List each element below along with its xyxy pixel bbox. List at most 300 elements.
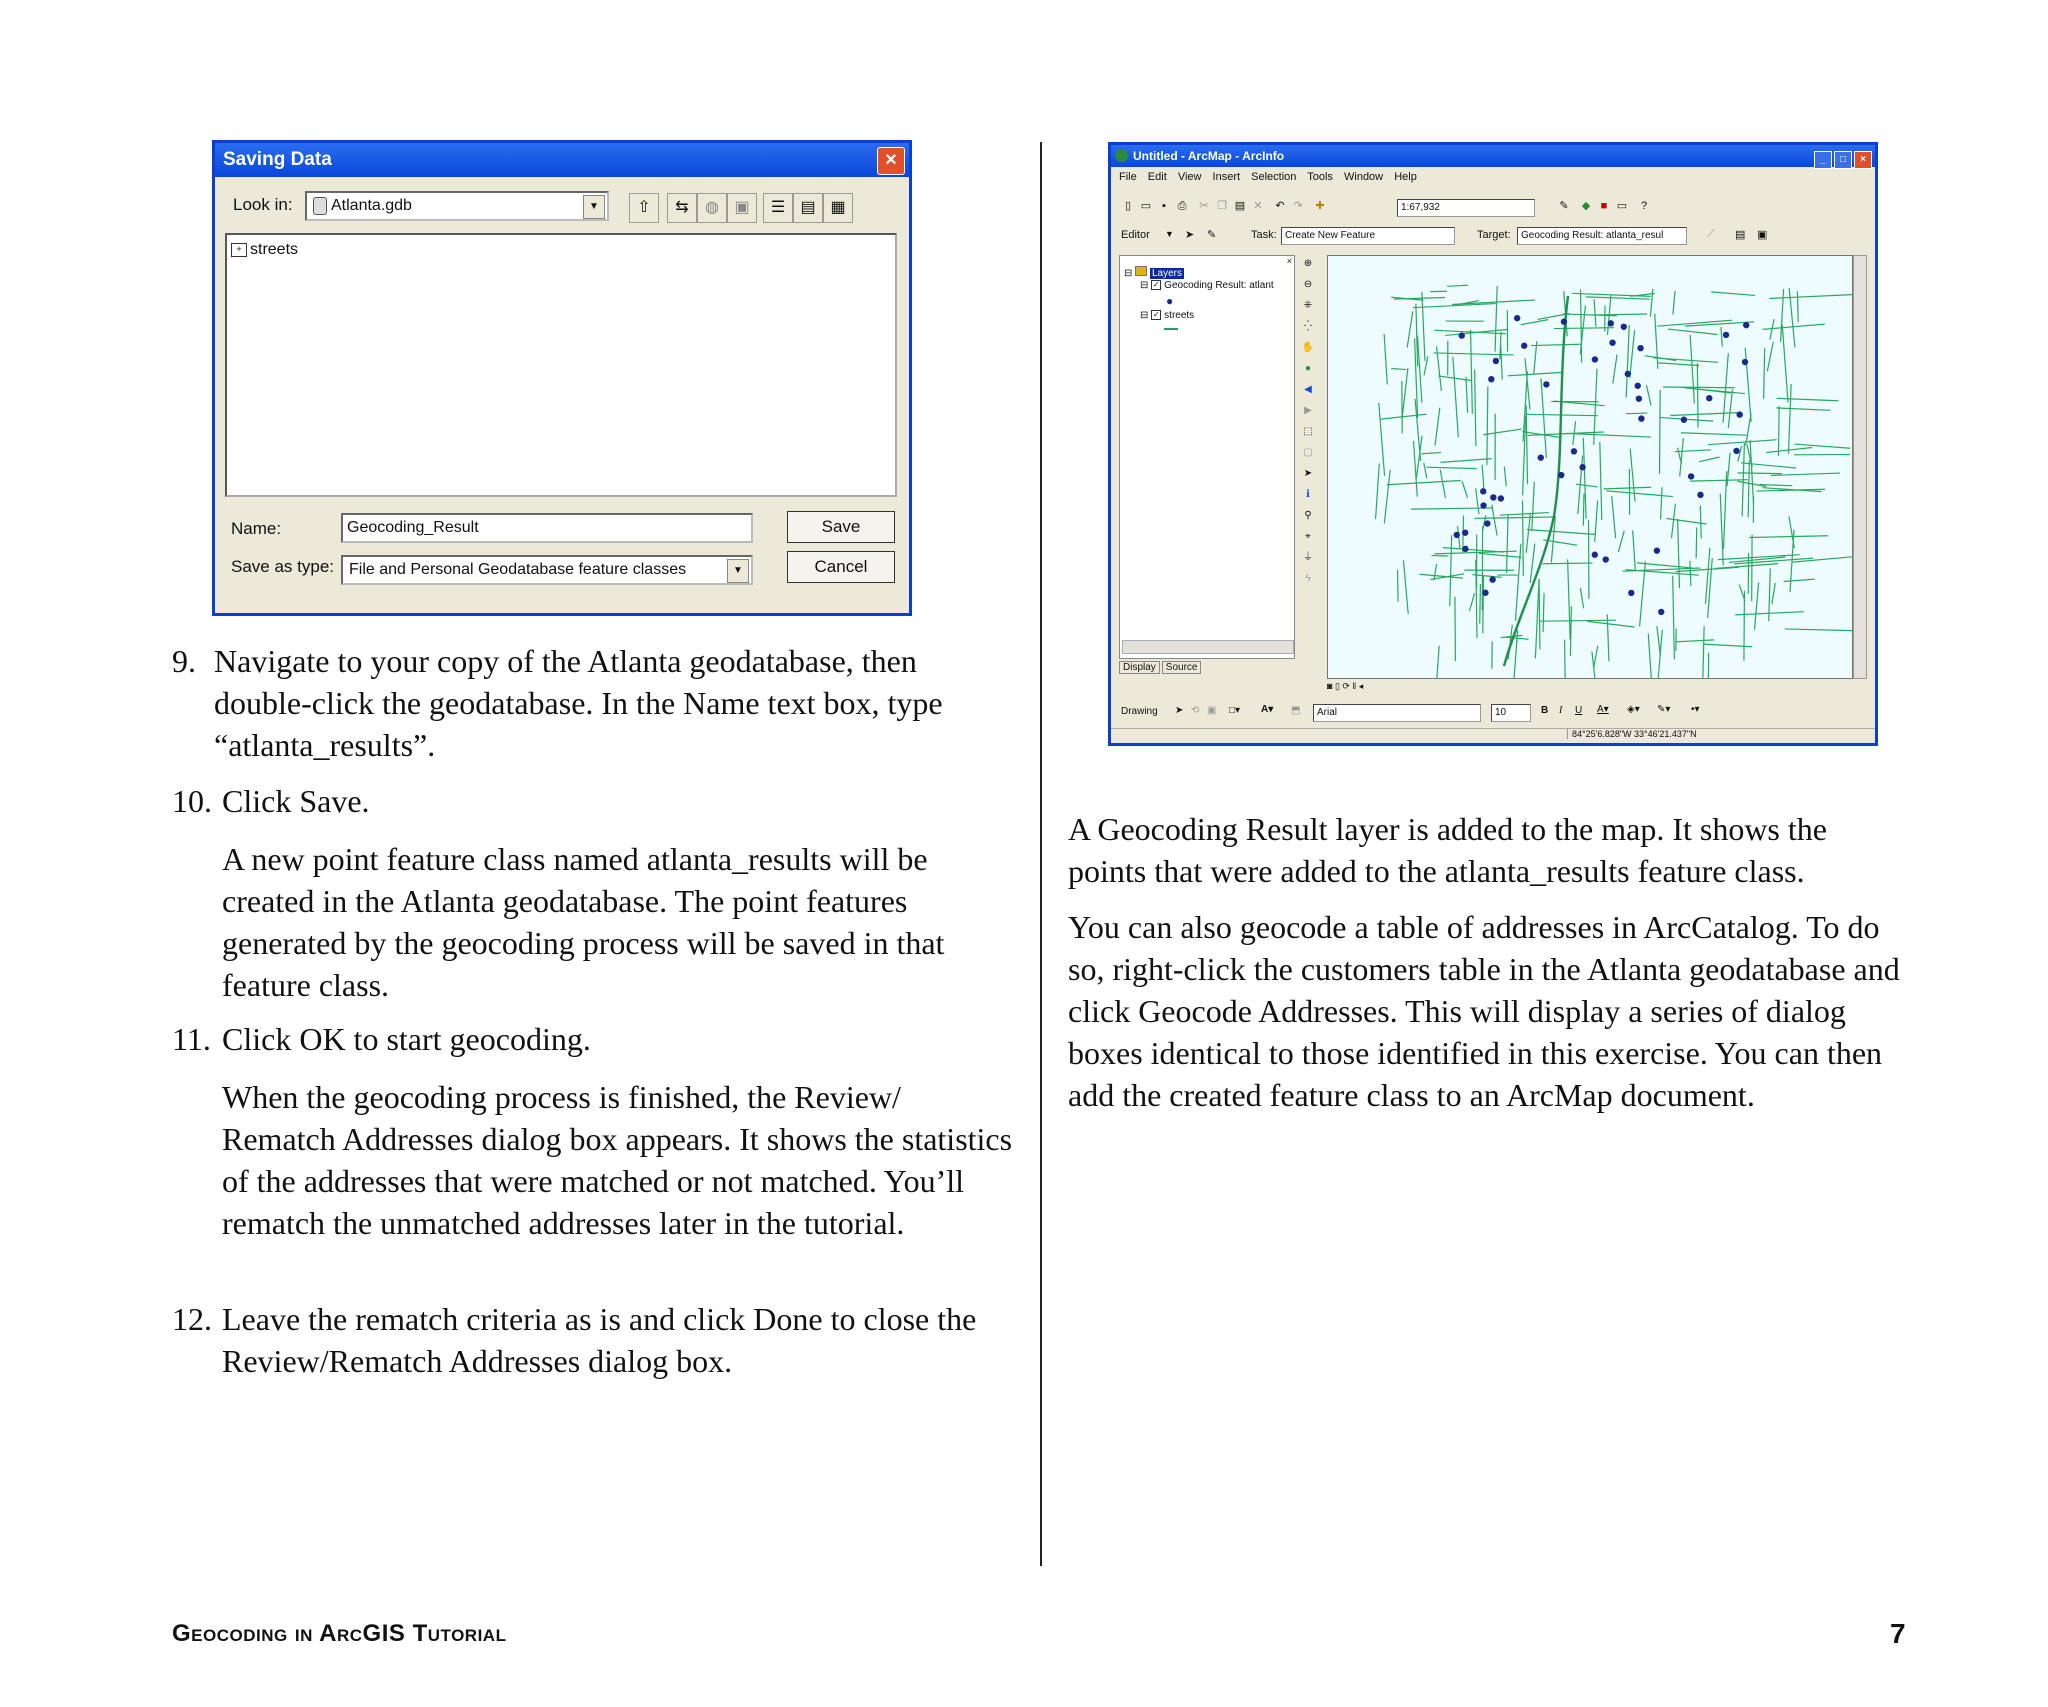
cancel-button[interactable]: Cancel: [787, 551, 895, 583]
street-segment: [1778, 406, 1779, 456]
file-name: streets: [250, 241, 299, 258]
street-map: [1328, 256, 1852, 678]
geocoded-point[interactable]: [1480, 502, 1486, 508]
street-segment: [1699, 457, 1719, 462]
new-icon[interactable]: ▯: [1124, 200, 1132, 212]
geocoded-point[interactable]: [1638, 415, 1644, 421]
arccatalog-icon[interactable]: ◆: [1581, 200, 1591, 212]
editor-menu[interactable]: Editor: [1121, 229, 1150, 241]
street-segment: [1487, 386, 1488, 464]
result-paragraph: A Geocoding Result layer is added to the map. It shows the points that were added to the atlanta_results feature class.: [1068, 811, 1827, 889]
street-segment: [1767, 342, 1773, 371]
save-icon[interactable]: ▪: [1162, 200, 1166, 212]
italic-icon[interactable]: I: [1559, 705, 1563, 716]
drawing-menu[interactable]: Drawing: [1121, 706, 1158, 717]
street-segment: [1376, 463, 1380, 518]
street-segment: [1697, 363, 1698, 427]
street-segment: [1668, 329, 1717, 334]
street-segment: [1769, 295, 1852, 299]
street-segment: [1794, 444, 1850, 448]
up-folder-icon[interactable]: ⇧: [629, 193, 659, 223]
toc-layer-streets[interactable]: ⊟ ✓ streets: [1140, 310, 1195, 321]
street-segment: [1755, 582, 1759, 630]
geocoded-point[interactable]: [1592, 552, 1598, 558]
toc-hscroll[interactable]: [1122, 640, 1294, 654]
layout-view-icon[interactable]: ▯: [1334, 681, 1340, 691]
editor-toolbar-icon[interactable]: ✎: [1559, 200, 1569, 212]
street-segment: [1417, 335, 1421, 402]
underline-icon[interactable]: U: [1575, 705, 1583, 716]
geocoded-point[interactable]: [1635, 383, 1641, 389]
line-symbol-icon: [1164, 328, 1178, 330]
thumbnails-view-icon[interactable]: ▦: [823, 193, 853, 223]
geocoded-point[interactable]: [1462, 529, 1468, 535]
name-label: Name:: [231, 519, 282, 538]
street-segment: [1508, 372, 1563, 375]
geocoded-point[interactable]: [1742, 359, 1748, 365]
details-view-icon[interactable]: ▤: [793, 193, 823, 223]
step-11: [172, 1018, 1012, 1060]
street-segment: [1797, 291, 1798, 322]
split-tool-icon[interactable]: ⟋: [1707, 228, 1715, 240]
geocoded-point[interactable]: [1736, 411, 1742, 417]
redo-icon[interactable]: ↷: [1293, 200, 1303, 212]
street-segment: [1660, 390, 1661, 474]
street-segment: [1531, 344, 1580, 345]
street-segment: [1504, 467, 1506, 487]
chevron-down-icon[interactable]: ▼: [1165, 229, 1174, 239]
feature-class-icon: +: [231, 243, 247, 257]
street-segment: [1542, 563, 1592, 564]
street-segment: [1690, 561, 1691, 586]
street-segment: [1594, 646, 1598, 669]
target-value: Geocoding Result: atlanta_resul: [1521, 230, 1664, 241]
street-segment: [1384, 470, 1390, 523]
layout-view-bar: [1327, 681, 1867, 695]
task-value: Create New Feature: [1285, 230, 1376, 241]
menu-help[interactable]: Help: [1394, 171, 1417, 183]
select-features-icon[interactable]: ⬚: [1303, 426, 1313, 437]
list-view-icon[interactable]: ☰: [763, 193, 793, 223]
menu-selection[interactable]: Selection: [1251, 171, 1297, 183]
geocoded-point[interactable]: [1654, 547, 1660, 553]
street-segment: [1568, 559, 1571, 639]
cut-icon[interactable]: ✂: [1199, 200, 1209, 212]
open-icon[interactable]: ▭: [1140, 200, 1152, 212]
select-elements-icon[interactable]: ➤: [1175, 705, 1184, 716]
street-segment: [1661, 487, 1663, 519]
checkbox[interactable]: ✓: [1152, 310, 1160, 320]
layers-icon: [1135, 266, 1147, 276]
street-segment: [1411, 508, 1493, 509]
street-segment: [1479, 553, 1522, 557]
step-12: [172, 1298, 1012, 1382]
geocoded-point[interactable]: [1706, 395, 1712, 401]
street-segment: [1414, 441, 1418, 497]
arcmap-window: [1108, 142, 1878, 746]
step-10: [172, 780, 1012, 822]
street-segment: [1433, 353, 1513, 355]
sketch-properties-icon[interactable]: ▣: [1757, 229, 1768, 241]
full-extent-icon[interactable]: ●: [1304, 363, 1312, 374]
geocoded-point[interactable]: [1484, 520, 1490, 526]
target-combo[interactable]: [1517, 227, 1687, 245]
street-segment: [1570, 606, 1571, 656]
street-segment: [1676, 640, 1714, 642]
look-in-label: Look in:: [233, 195, 293, 214]
geocoded-point[interactable]: [1514, 315, 1520, 321]
street-segment: [1501, 344, 1503, 380]
street-segment: [1450, 535, 1452, 606]
street-segment: [1470, 593, 1475, 611]
data-view-icon[interactable]: ◙: [1327, 681, 1333, 691]
street-segment: [1648, 633, 1652, 678]
forward-icon[interactable]: ▶: [1304, 405, 1312, 416]
font-value: Arial: [1317, 707, 1338, 718]
geocoded-point[interactable]: [1636, 395, 1642, 401]
pan-icon[interactable]: ✋: [1301, 342, 1315, 353]
rotate-icon[interactable]: ⟲: [1191, 705, 1200, 716]
save-as-type-value: File and Personal Geodatabase feature classes: [349, 561, 687, 578]
street-segment: [1434, 551, 1517, 554]
dialog-title: Saving Data: [223, 149, 332, 170]
go-to-xy-icon[interactable]: ⌖: [1305, 531, 1311, 542]
street-segment: [1407, 311, 1413, 347]
minimize-icon[interactable]: _: [1814, 151, 1832, 169]
geocoded-point[interactable]: [1697, 492, 1703, 498]
checkbox[interactable]: ✓: [1152, 280, 1160, 290]
geocoded-point[interactable]: [1592, 356, 1598, 362]
menu-insert[interactable]: Insert: [1212, 171, 1241, 183]
hyperlink-icon[interactable]: ϟ: [1305, 573, 1311, 584]
line-color-icon[interactable]: ✎▾: [1657, 704, 1671, 715]
street-segment: [1416, 304, 1418, 367]
geocoded-point[interactable]: [1579, 464, 1585, 470]
close-icon[interactable]: ×: [1286, 256, 1292, 266]
fixed-zoom-in-icon[interactable]: ⁜: [1303, 300, 1313, 311]
step-10-note: A new point feature class named atlanta_results will be created in the Atlanta geodatabase. The point features generated by the geocoding process will be saved in that feature class.: [222, 841, 945, 1003]
list-item[interactable]: [231, 241, 298, 259]
street-segment: [1673, 291, 1675, 315]
fixed-zoom-out-icon[interactable]: ⁛: [1304, 321, 1312, 332]
paste-icon[interactable]: ▤: [1234, 200, 1246, 212]
tab-display[interactable]: Display: [1119, 661, 1160, 674]
street-segment: [1604, 487, 1652, 489]
disconnect-icon[interactable]: ◍: [697, 193, 727, 223]
street-segment: [1434, 646, 1439, 678]
clear-selection-icon[interactable]: ▢: [1303, 447, 1313, 458]
geocoded-point[interactable]: [1459, 332, 1465, 338]
geocoded-point[interactable]: [1488, 376, 1494, 382]
geocoded-point[interactable]: [1454, 532, 1460, 538]
select-elements-icon[interactable]: ➤: [1303, 468, 1313, 479]
command-line-icon[interactable]: ▭: [1616, 200, 1628, 212]
street-segment: [1790, 530, 1794, 592]
street-segment: [1607, 614, 1609, 661]
street-segment: [1657, 630, 1663, 678]
street-segment: [1475, 370, 1476, 447]
geocoded-point[interactable]: [1558, 472, 1564, 478]
street-segment: [1441, 459, 1492, 463]
geocoded-point[interactable]: [1490, 494, 1496, 500]
street-segment: [1483, 429, 1521, 435]
step-text: Leave the rematch criteria as is and click Done to close the Review/Rematch Addresses dialog box.: [222, 1301, 977, 1379]
table-of-contents[interactable]: [1119, 255, 1295, 659]
close-icon[interactable]: ×: [877, 147, 905, 175]
street-segment: [1675, 450, 1711, 452]
menu-view[interactable]: View: [1177, 171, 1202, 183]
arccatalog-paragraph: You can also geocode a table of addresses in ArcCatalog. To do so, right-click the customers table in the Atlanta geodatabase and click Geocode Addresses. This will display a series of dialog boxes identical to those identified in this exercise. You can then add the created feature class to an ArcMap document.: [1068, 909, 1900, 1113]
street-segment: [1471, 330, 1473, 414]
zoom-out-icon[interactable]: ⊖: [1303, 279, 1313, 290]
scroll-left-icon[interactable]: ◂: [1358, 681, 1364, 691]
chevron-down-icon[interactable]: ▼: [727, 559, 749, 583]
street-segment: [1658, 363, 1699, 366]
new-folder-icon[interactable]: ▣: [727, 193, 757, 223]
street-segment: [1466, 377, 1468, 413]
zoom-whole-page-icon[interactable]: ▣: [1207, 705, 1217, 716]
street-segment: [1724, 471, 1727, 549]
arcmap-title-bar: [1111, 145, 1875, 167]
street-segment: [1398, 570, 1399, 602]
chevron-down-icon[interactable]: ▼: [583, 195, 605, 219]
font-color-icon[interactable]: A▾: [1597, 704, 1609, 715]
map-display[interactable]: [1327, 255, 1853, 679]
street-segment: [1523, 501, 1524, 576]
step-11-note: When the geocoding process is finished, the Review/ Rematch Addresses dialog box appears. It shows the statistics of the addresses that were matched or not matched. You’ll rematch the unmatched addresses later in the tutorial.: [222, 1079, 1013, 1241]
street-segment: [1541, 378, 1546, 458]
look-in-value: Atlanta.gdb: [331, 197, 412, 214]
measure-icon[interactable]: ⏚: [1303, 552, 1313, 563]
status-bar: [1111, 728, 1875, 743]
street-segment: [1521, 320, 1548, 325]
connect-folder-icon[interactable]: ⇆: [667, 193, 697, 223]
street-segment: [1453, 357, 1458, 437]
street-segment: [1422, 292, 1425, 361]
street-segment: [1402, 368, 1408, 419]
street-segment: [1482, 465, 1484, 489]
street-segment: [1711, 292, 1755, 296]
print-icon[interactable]: ⎙: [1177, 200, 1187, 212]
arctoolbox-icon[interactable]: ■: [1600, 200, 1608, 212]
rectangle-icon[interactable]: □▾: [1229, 705, 1241, 716]
street-segment: [1700, 506, 1701, 539]
street-segment: [1567, 433, 1651, 437]
geocoded-point[interactable]: [1521, 343, 1527, 349]
step-number: 10.: [172, 783, 212, 819]
street-segment: [1772, 583, 1775, 604]
saving-data-dialog: [212, 140, 912, 616]
save-button[interactable]: Save: [787, 511, 895, 543]
street-segment: [1580, 588, 1583, 608]
street-segment: [1500, 513, 1549, 516]
street-segment: [1381, 414, 1427, 419]
street-segment: [1543, 593, 1544, 632]
pause-icon[interactable]: ‖: [1352, 681, 1357, 691]
geocoded-point[interactable]: [1733, 448, 1739, 454]
toc-layer-geocoding[interactable]: ⊟ ✓ Geocoding Result: atlant: [1140, 280, 1274, 291]
street-segment: [1750, 440, 1753, 504]
street-segment: [1526, 405, 1527, 484]
street-segment: [1626, 325, 1629, 397]
undo-icon[interactable]: ↶: [1275, 200, 1285, 212]
bold-icon[interactable]: B: [1541, 705, 1549, 716]
save-as-type-combo[interactable]: [341, 555, 753, 585]
geocoded-point[interactable]: [1625, 371, 1631, 377]
street-segment: [1535, 580, 1539, 659]
street-segment: [1645, 356, 1676, 361]
street-segment: [1702, 626, 1704, 678]
fill-color-icon[interactable]: ◈▾: [1627, 704, 1640, 715]
tab-source[interactable]: Source: [1162, 661, 1202, 674]
street-segment: [1445, 329, 1507, 335]
menu-file[interactable]: File: [1119, 171, 1137, 183]
geocoded-point[interactable]: [1743, 322, 1749, 328]
street-segment: [1391, 369, 1406, 370]
menu-bar: [1119, 171, 1425, 183]
street-segment: [1782, 325, 1788, 403]
identify-icon[interactable]: ℹ: [1306, 489, 1310, 500]
maximize-icon[interactable]: □: [1834, 151, 1852, 169]
street-segment: [1613, 355, 1617, 384]
toc-layers-root[interactable]: ⊟ Layers: [1124, 268, 1182, 279]
geocoded-point[interactable]: [1493, 358, 1499, 364]
attributes-icon[interactable]: ▤: [1735, 229, 1746, 241]
geocoded-point[interactable]: [1628, 590, 1634, 596]
street-segment: [1532, 482, 1535, 531]
look-in-combo[interactable]: [305, 191, 609, 221]
street-segment: [1690, 335, 1694, 404]
new-text-icon[interactable]: A▾: [1261, 704, 1274, 715]
back-icon[interactable]: ◀: [1304, 384, 1312, 395]
street-segment: [1495, 286, 1497, 352]
street-segment: [1424, 463, 1427, 479]
geocoded-point[interactable]: [1637, 345, 1643, 351]
geocoded-point[interactable]: [1603, 556, 1609, 562]
menu-edit[interactable]: Edit: [1147, 171, 1167, 183]
street-segment: [1785, 629, 1852, 631]
street-segment: [1447, 285, 1468, 286]
street-segment: [1600, 442, 1602, 520]
geocoded-point[interactable]: [1480, 488, 1486, 494]
geocoded-point[interactable]: [1482, 590, 1488, 596]
sketch-tool-icon[interactable]: ✎: [1207, 229, 1217, 241]
street-segment: [1403, 560, 1408, 614]
geocoded-point[interactable]: [1571, 448, 1577, 454]
street-segment: [1554, 328, 1614, 329]
street-segment: [1670, 413, 1737, 416]
geocoded-point[interactable]: [1462, 546, 1468, 552]
copy-icon[interactable]: ❐: [1217, 200, 1227, 212]
street-segment: [1480, 584, 1481, 624]
street-segment: [1776, 408, 1830, 410]
name-input[interactable]: Geocoding_Result: [341, 513, 753, 543]
street-segment: [1594, 299, 1596, 327]
font-combo[interactable]: [1313, 704, 1481, 722]
street-segment: [1749, 536, 1828, 538]
marker-color-icon[interactable]: •▾: [1691, 704, 1700, 715]
street-segment: [1718, 555, 1800, 560]
point-symbol-icon: ●: [1166, 294, 1174, 308]
street-segment: [1690, 480, 1748, 481]
layer-name: streets: [1164, 310, 1195, 321]
zoom-in-icon[interactable]: ⊕: [1303, 258, 1313, 269]
geocoded-point[interactable]: [1658, 609, 1664, 615]
geocoded-point[interactable]: [1498, 495, 1504, 501]
geocoded-point[interactable]: [1688, 473, 1694, 479]
callout-icon[interactable]: ⬒: [1291, 705, 1301, 716]
step-text: Click Save.: [222, 783, 370, 819]
font-size-combo[interactable]: [1491, 704, 1531, 722]
street-segment: [1595, 501, 1598, 542]
geocoded-point[interactable]: [1538, 454, 1544, 460]
street-segment: [1738, 473, 1782, 474]
street-segment: [1606, 491, 1673, 497]
geocoded-point[interactable]: [1681, 417, 1687, 423]
geocoded-point[interactable]: [1489, 576, 1495, 582]
close-icon[interactable]: ×: [1854, 151, 1872, 169]
street-segment: [1618, 531, 1624, 553]
page-number: 7: [1890, 1618, 1906, 1649]
step-text: Navigate to your copy of the Atlanta geodatabase, then double-click the geodatabase. In the Name text box, type “atlanta_results”.: [214, 643, 943, 763]
street-segment: [1708, 440, 1777, 445]
street-segment: [1663, 387, 1735, 388]
drawing-toolbar: [1117, 703, 1877, 723]
street-segment: [1539, 579, 1540, 650]
edit-tool-icon[interactable]: ➤: [1185, 229, 1195, 241]
geocoded-point[interactable]: [1561, 319, 1567, 325]
toc-tabs: [1119, 661, 1203, 674]
refresh-icon[interactable]: ⟳: [1342, 681, 1350, 691]
map-scale-combo[interactable]: [1397, 199, 1535, 217]
add-data-icon[interactable]: ✚: [1315, 200, 1325, 212]
street-segment: [1426, 467, 1476, 468]
geocoded-point[interactable]: [1621, 324, 1627, 330]
geocoded-point[interactable]: [1723, 332, 1729, 338]
street-segment: [1565, 640, 1566, 678]
task-label: Task:: [1251, 229, 1277, 241]
street-segment: [1727, 453, 1730, 486]
street-segment: [1384, 334, 1387, 384]
street-segment: [1784, 579, 1815, 581]
menu-window[interactable]: Window: [1344, 171, 1384, 183]
file-list[interactable]: [225, 233, 897, 497]
footer-title: Geocoding in ArcGIS Tutorial: [172, 1620, 507, 1647]
street-segment: [1655, 314, 1658, 369]
geocoded-point[interactable]: [1609, 339, 1615, 345]
geocoded-point[interactable]: [1543, 381, 1549, 387]
menu-tools[interactable]: Tools: [1307, 171, 1333, 183]
street-segment: [1527, 530, 1595, 535]
street-segment: [1633, 530, 1636, 569]
arcmap-globe-icon: [1115, 149, 1128, 162]
step-number: 9.: [172, 643, 196, 679]
delete-icon[interactable]: ✕: [1253, 200, 1263, 212]
whats-this-icon[interactable]: ?: [1640, 200, 1648, 212]
layer-name: Geocoding Result: atlant: [1164, 280, 1274, 291]
street-segment: [1708, 653, 1709, 678]
dialog-title-bar: [215, 143, 909, 177]
street-segment: [1515, 544, 1520, 621]
column-divider: [1040, 142, 1042, 1566]
find-icon[interactable]: ⚲: [1304, 510, 1312, 521]
geocoded-point[interactable]: [1608, 320, 1614, 326]
map-vscroll[interactable]: [1853, 255, 1867, 679]
task-combo[interactable]: [1281, 227, 1455, 245]
street-segment: [1630, 330, 1635, 378]
street-segment: [1760, 485, 1793, 486]
street-segment: [1492, 505, 1497, 536]
